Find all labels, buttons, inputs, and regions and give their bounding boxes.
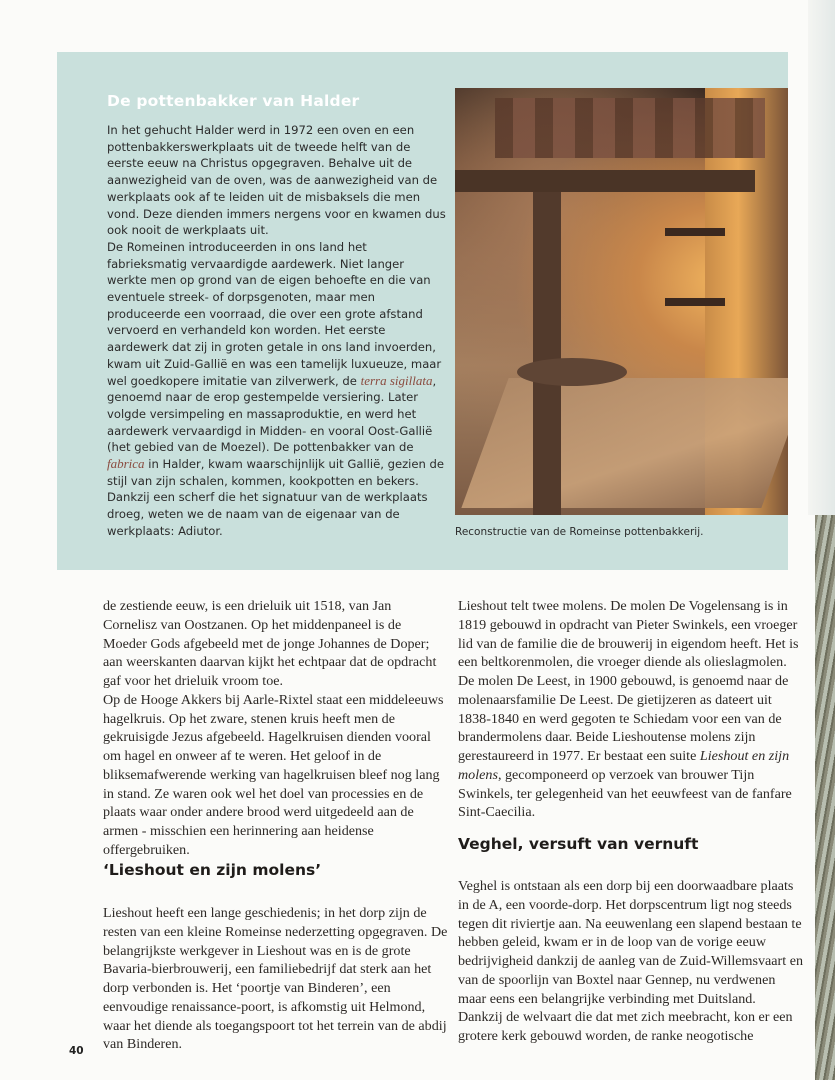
left-column-top bbox=[103, 597, 448, 860]
facing-page-photo-edge bbox=[815, 515, 835, 1080]
italic-term-terra-sigillata: terra sigillata bbox=[360, 372, 433, 388]
sidebox-paragraph-2 bbox=[107, 239, 447, 540]
photo-floor bbox=[461, 378, 788, 508]
sidebox-body bbox=[107, 122, 447, 540]
left-paragraph-3: Lieshout heeft een lange geschiedenis; in het dorp zijn de resten van een kleine Romeinse nederzetting opgegraven. De belangrijkste werkgever in Lieshout was en is de grote Bavaria-bierbrouwerij, een familiebedrijf dat sterk aan het dorp verbonden is. Het ‘poortje van Binderen’, een eenvoudige renaissance-poort, is afkomstig uit Helmond, waar het diende als toegangspoort tot het terrein van de abdij van Binderen. bbox=[103, 905, 448, 1053]
italic-term-fabrica: fabrica bbox=[107, 456, 145, 472]
text-run: De Romeinen introduceerden in ons land het fabrieksmatig vervaardigde aardewerk. Niet langer werkte men op grond van de eigen behoefte en die van eventuele streek- of dorpsgenoten, maar men produceerde een voorraad, die over een grote afstand vervoerd en verhandeld kon worden. Het eerste aardewerk dat zij in groten getale in ons land invoerden, kwam uit Zuid-Gallië en was een tamelijk luxueuze, maar wel goedkopere imitatie van zilverwerk, de bbox=[107, 239, 442, 388]
right-column-top bbox=[458, 597, 803, 822]
text-run: , genoemd naar de erop gestempelde versiering. Later volgde versimpeling en massaproduktie, en werd het aardewerk vervaardigd in Midden- en vooral Oost-Gallië (het gebied van de Moezel). De pottenbakker van de bbox=[107, 373, 437, 455]
italic-title-suite: Lieshout en zijn molens bbox=[458, 748, 790, 783]
photo-potters-wheel bbox=[517, 358, 627, 386]
page-number: 40 bbox=[69, 1045, 84, 1057]
right-column-bottom bbox=[458, 877, 803, 1046]
right-paragraph-2: Veghel is ontstaan als een dorp bij een doorwaadbare plaats in de A, een voorde-dorp. Het dorpscentrum ligt nog steeds tegen dit riviertje aan. Na eeuwenlang een slapend bestaan te hebben geleid, kwam er in de loop van de vorige eeuw bedrijvigheid dankzij de aanleg van de Zuid-Willemsvaart en van de spoorlijn van Boxtel naar Gennep, nu verdwenen maar eens een belangrijke verbinding met Duitsland. bbox=[458, 878, 803, 1007]
section-heading-veghel: Veghel, versuft van vernuft bbox=[458, 835, 699, 853]
right-paragraph-3: Dankzij de welvaart die dat met zich meebracht, kon er een grotere kerk gebouwd worden, de ranke neogotische bbox=[458, 1009, 793, 1044]
text-run: in Halder, kwam waarschijnlijk uit Gallië, gezien de stijl van zijn schalen, kommen, kookpotten en bekers. Dankzij een scherf die het signatuur van de werkplaats droeg, weten we de naam van de eigenaar van de werkplaats: Adiutor. bbox=[107, 457, 445, 538]
photo-post bbox=[533, 192, 561, 515]
photo-shelf bbox=[665, 298, 725, 306]
sidebox-paragraph-1: In het gehucht Halder werd in 1972 een oven en een pottenbakkerswerkplaats uit de tweede helft van de eerste eeuw na Christus opgegraven. Behalve uit de aanwezigheid van de oven, was de aanwezigheid van de werkplaats ook af te leiden uit de misbaksels die men vond. Deze dienden immers nergens voor en kwamen dus ook nooit de werkplaats uit. bbox=[107, 123, 446, 238]
sidebar-box-pottenbakker bbox=[57, 52, 788, 570]
left-column-bottom bbox=[103, 904, 448, 1054]
section-heading-lieshout: ‘Lieshout en zijn molens’ bbox=[103, 861, 322, 879]
sidebox-title: De pottenbakker van Halder bbox=[107, 92, 360, 110]
text-run: Lieshout telt twee molens. De molen De Vogelensang is in 1819 gebouwd in opdracht van Pieter Swinkels, een vroeger lid van de familie die de brouwerij in eigendom heeft. Het is een beltkorenmolen, die vroeger diende als olieslagmolen. De molen De Leest, in 1900 gebouwd, is genoemd naar de molenaarsfamilie De Leest. De gietijzeren as dateert uit 1838-1840 en werd gegoten te Schiedam voor een van de brandermolens daar. Beide Lieshoutense molens zijn gerestaureerd in 1977. Er bestaat een suite bbox=[458, 598, 799, 764]
photo-shelf bbox=[665, 228, 725, 236]
photo-beam bbox=[455, 170, 755, 192]
photo-roof-tiles bbox=[495, 98, 765, 158]
right-paragraph-1 bbox=[458, 597, 803, 822]
facing-page-edge bbox=[808, 0, 835, 515]
pottery-workshop-photo bbox=[455, 88, 788, 515]
left-paragraph-1: de zestiende eeuw, is een drieluik uit 1518, van Jan Cornelisz van Oostzanen. Op het middenpaneel is de Moeder Gods afgebeeld met de jonge Johannes de Doper; aan weerskanten daarvan kijkt het echtpaar dat de opdracht gaf voor het drieluik vroom toe. bbox=[103, 598, 437, 689]
text-run: , gecomponeerd op verzoek van brouwer Tijn Swinkels, ter gelegenheid van het eeuwfeest van de fanfare Sint-Caecilia. bbox=[458, 766, 792, 821]
photo-caption: Reconstructie van de Romeinse pottenbakkerij. bbox=[455, 526, 704, 538]
left-paragraph-2: Op de Hooge Akkers bij Aarle-Rixtel staat een middeleeuws hagelkruis. Op het zware, stenen kruis heeft men de gekruisigde Jezus afgebeeld. Hagelkruisen dienden vooral om hagel en onweer af te weren. Het geloof in de bliksemafwerende werking van hagelkruisen bleef nog lang in stand. Ze waren ook wel het doel van processies en de plaats waar onder andere brood werd uitgedeeld aan de armen - misschien een herinnering aan heidense offergebruiken. bbox=[103, 691, 444, 858]
